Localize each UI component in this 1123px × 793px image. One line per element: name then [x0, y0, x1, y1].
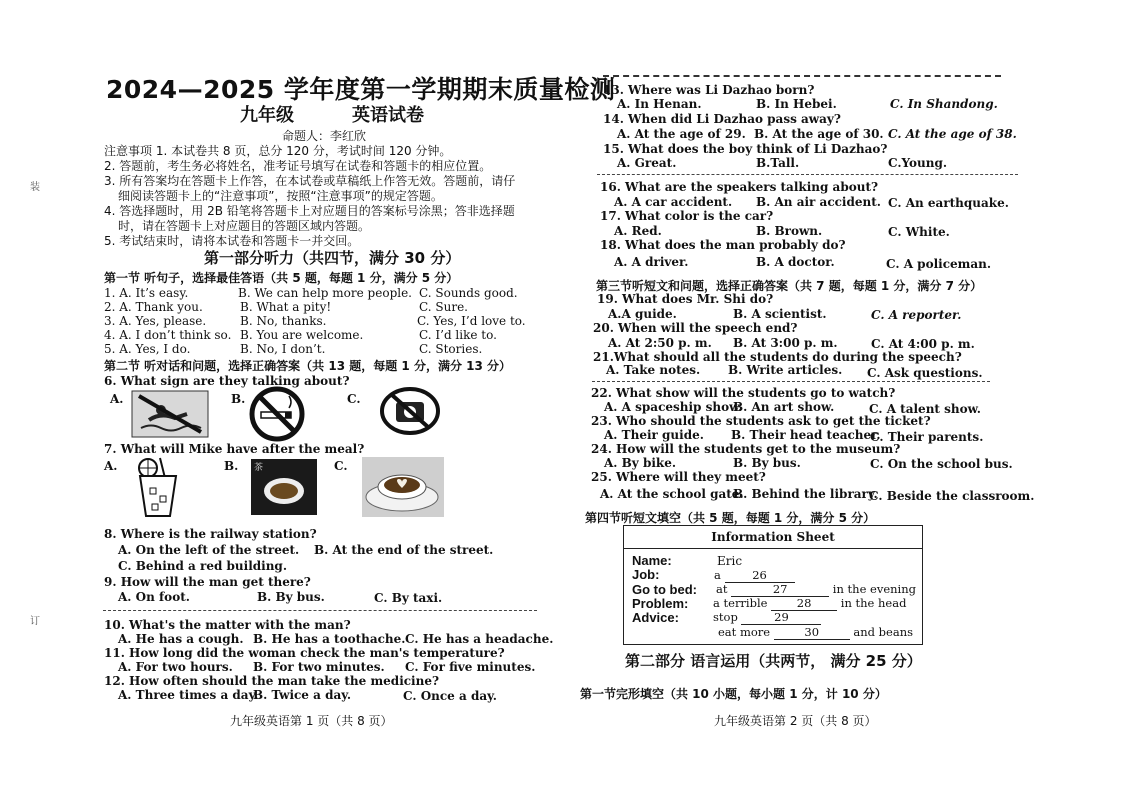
answer-blank-26[interactable]: 26 — [725, 568, 795, 583]
option-a: A. For two hours. — [118, 660, 233, 674]
note-line: 注意事项 1. 本试卷共 8 页，总分 120 分，考试时间 120 分钟。 — [104, 144, 452, 158]
question-9: 9. How will the man get there? — [104, 575, 311, 589]
no-photo-sign-icon — [380, 387, 440, 435]
option-b: B. By bus. — [733, 456, 801, 470]
question-10: 10. What's the matter with the man? — [104, 618, 351, 632]
info-label: Job: — [632, 567, 660, 582]
question-15: 15. What does the boy think of Li Dazhao? — [603, 142, 888, 156]
option-b: B. Write articles. — [728, 363, 843, 377]
option-b: B. An air accident. — [756, 195, 881, 209]
option-c: C. A talent show. — [869, 402, 981, 416]
option-a: A. He has a cough. — [118, 632, 244, 646]
section4-title: 第四节听短文填空（共 5 题，每题 1 分，满分 5 分） — [585, 511, 876, 525]
option-b: B. Their head teacher. — [731, 428, 881, 442]
option-a: A. By bike. — [604, 456, 677, 470]
option-a: A. A spaceship show. — [604, 400, 743, 414]
info-prefix: stop — [713, 610, 738, 624]
option-a: 5. A. Yes, I do. — [104, 342, 191, 356]
divider — [603, 75, 1001, 77]
option-b: B. A scientist. — [733, 307, 827, 321]
option-b: B.Tall. — [756, 156, 800, 170]
binding-mark: 订 — [30, 616, 40, 627]
option-c: C. He has a headache. — [405, 632, 554, 646]
option-c: C. Yes, I’d love to. — [417, 314, 526, 328]
info-suffix: in the evening — [832, 582, 916, 596]
option-c: C. On the school bus. — [870, 457, 1013, 471]
question-13: 13. Where was Li Dazhao born? — [603, 83, 815, 97]
info-row — [713, 596, 906, 611]
info-value: Eric — [717, 554, 743, 568]
option-b: B. Brown. — [756, 224, 823, 238]
info-prefix: a — [714, 568, 721, 582]
option-c: C. Once a day. — [403, 689, 497, 703]
option-a: A. At 2:50 p. m. — [608, 336, 712, 350]
info-row — [714, 568, 795, 583]
option-c: C. Beside the classroom. — [869, 489, 1035, 503]
option-b: B. We can help more people. — [238, 286, 412, 300]
option-a: A. Red. — [614, 224, 662, 238]
answer-blank-27[interactable]: 27 — [731, 582, 829, 597]
tea-character: 茶 — [254, 463, 264, 473]
option-c: C. Sounds good. — [419, 286, 518, 300]
info-label: Name: — [632, 553, 672, 568]
section3-title: 第三节听短文和问题，选择正确答案（共 7 题，每题 1 分，满分 7 分） — [596, 279, 983, 293]
option-c: C. At the age of 38. — [888, 127, 1017, 141]
note-line: 2. 答题前，考生务必将姓名，准考证号填写在试卷和答题卡的相应位置。 — [104, 159, 492, 173]
question-14: 14. When did Li Dazhao pass away? — [603, 112, 841, 126]
answer-blank-30[interactable]: 30 — [774, 625, 850, 640]
grade-label: 九年级 — [240, 105, 294, 126]
info-label: Problem: — [632, 596, 689, 611]
option-c: C.Young. — [888, 156, 948, 170]
question-7: 7. What will Mike have after the meal? — [104, 442, 365, 456]
option-label: B. — [224, 459, 239, 473]
answer-blank-29[interactable]: 29 — [741, 610, 821, 625]
option-b: B. He has a toothache. — [253, 632, 406, 646]
divider — [597, 174, 1018, 175]
info-suffix: and beans — [853, 625, 914, 639]
option-b: B. Twice a day. — [253, 688, 352, 702]
coffee-photo-icon — [362, 457, 444, 517]
info-sheet-title: Information Sheet — [624, 526, 922, 549]
binding-mark: 装 — [30, 182, 40, 193]
info-suffix: in the head — [840, 596, 907, 610]
option-b: B. You are welcome. — [240, 328, 364, 342]
option-b: B. A doctor. — [756, 255, 835, 269]
question-21: 21.What should all the students do during the speech? — [593, 350, 962, 364]
option-b: B. No, thanks. — [240, 314, 327, 328]
option-b: B. At the end of the street. — [314, 543, 494, 557]
info-label: Go to bed: — [632, 582, 697, 597]
option-b: B. By bus. — [257, 590, 325, 604]
option-a: A. At the school gate. — [600, 487, 744, 501]
option-b: B. An art show. — [733, 400, 835, 414]
option-a: A. Their guide. — [604, 428, 704, 442]
question-25: 25. Where will they meet? — [591, 470, 766, 484]
section1-title: 第一节 听句子，选择最佳答语（共 5 题，每题 1 分，满分 5 分） — [104, 271, 459, 285]
option-a: A. A car accident. — [614, 195, 733, 209]
option-a: A. At the age of 29. — [617, 127, 746, 141]
part2-title: 第二部分 语言运用（共两节， 满分 25 分） — [625, 652, 922, 670]
option-b: B. For two minutes. — [253, 660, 385, 674]
question-23: 23. Who should the students ask to get the ticket? — [591, 414, 931, 428]
option-a: A. Three times a day. — [118, 688, 259, 702]
option-c: C. In Shandong. — [890, 97, 998, 111]
divider — [592, 381, 990, 382]
question-8: 8. Where is the railway station? — [104, 527, 317, 541]
note-line: 4. 答选择题时，用 2B 铅笔将答题卡上对应题目的答案标号涂黑；答非选择题 — [104, 204, 515, 218]
option-a: A.A guide. — [608, 307, 677, 321]
exam-title: 2024—2025 学年度第一学期期末质量检测 — [106, 75, 616, 104]
option-b: B. No, I don’t. — [240, 342, 326, 356]
no-swimming-sign-icon — [131, 390, 209, 438]
question-16: 16. What are the speakers talking about? — [600, 180, 879, 194]
option-c: C. Stories. — [419, 342, 483, 356]
question-22: 22. What show will the students go to watch? — [591, 386, 896, 400]
info-prefix: eat more — [718, 625, 771, 639]
note-line: 细阅读答题卡上的“注意事项”，按照“注意事项”的规定答题。 — [118, 189, 443, 203]
option-c: C. I’d like to. — [419, 328, 497, 342]
question-20: 20. When will the speech end? — [593, 321, 798, 335]
option-a: 4. A. I don’t think so. — [104, 328, 232, 342]
option-a: A. A driver. — [614, 255, 689, 269]
option-c: C. Ask questions. — [867, 366, 983, 380]
info-row — [716, 582, 916, 597]
option-a: 2. A. Thank you. — [104, 300, 203, 314]
option-a: A. On foot. — [118, 590, 190, 604]
question-12: 12. How often should the man take the medicine? — [104, 674, 440, 688]
divider — [103, 610, 537, 611]
question-18: 18. What does the man probably do? — [600, 238, 846, 252]
option-c: C. Sure. — [419, 300, 468, 314]
option-b: B. Behind the library. — [733, 487, 878, 501]
note-line: 时，请在答题卡上对应题目的答题区域内答题。 — [118, 219, 371, 233]
option-a: A. Take notes. — [606, 363, 701, 377]
option-c: C. A reporter. — [871, 308, 962, 322]
option-a: 1. A. It’s easy. — [104, 286, 189, 300]
option-a: 3. A. Yes, please. — [104, 314, 207, 328]
info-label: Advice: — [632, 610, 679, 625]
option-c: C. Their parents. — [870, 430, 984, 444]
note-line: 3. 所有答案均在答题卡上作答，在本试卷或草稿纸上作答无效。答题前，请仔 — [104, 174, 516, 188]
information-sheet — [623, 525, 923, 645]
author-line: 命题人：李红欣 — [282, 129, 367, 143]
question-11: 11. How long did the woman check the man's temperature? — [104, 646, 505, 660]
info-row — [718, 625, 913, 640]
info-row — [713, 610, 821, 625]
option-c: C. A policeman. — [886, 257, 992, 271]
cloze-section-title: 第一节完形填空（共 10 小题，每小题 1 分，计 10 分） — [580, 687, 887, 701]
subject-label: 英语试卷 — [352, 105, 424, 126]
question-6: 6. What sign are they talking about? — [104, 374, 350, 388]
option-b: B. At the age of 30. — [754, 127, 884, 141]
option-a: A. Great. — [617, 156, 677, 170]
page-footer: 九年级英语第 1 页（共 8 页） — [230, 714, 393, 728]
option-c: C. Behind a red building. — [118, 559, 288, 573]
question-19: 19. What does Mr. Shi do? — [597, 292, 774, 306]
option-c: C. By taxi. — [374, 591, 443, 605]
option-b: B. What a pity! — [240, 300, 332, 314]
option-a: A. On the left of the street. — [118, 543, 300, 557]
answer-blank-28[interactable]: 28 — [771, 596, 837, 611]
juice-icon — [130, 456, 186, 518]
option-a: A. In Henan. — [617, 97, 702, 111]
option-label: A. — [110, 392, 124, 406]
no-smoking-sign-icon — [249, 386, 305, 442]
option-label: C. — [347, 392, 361, 406]
option-c: C. White. — [888, 225, 950, 239]
question-17: 17. What color is the car? — [600, 209, 774, 223]
page-footer: 九年级英语第 2 页（共 8 页） — [714, 714, 877, 728]
option-c: C. At 4:00 p. m. — [871, 337, 975, 351]
part1-title: 第一部分听力（共四节，满分 30 分） — [204, 249, 461, 267]
note-line: 5. 考试结束时，请将本试卷和答题卡一并交回。 — [104, 234, 360, 248]
question-24: 24. How will the students get to the museum? — [591, 442, 901, 456]
info-prefix: a terrible — [713, 596, 768, 610]
option-c: C. An earthquake. — [888, 196, 1009, 210]
section2-title: 第二节 听对话和问题，选择正确答案（共 13 题，每题 1 分，满分 13 分） — [104, 359, 511, 373]
option-label: A. — [104, 459, 118, 473]
option-b: B. In Hebei. — [756, 97, 837, 111]
option-label: C. — [334, 459, 348, 473]
option-b: B. At 3:00 p. m. — [733, 336, 838, 350]
tea-photo — [251, 459, 317, 515]
info-prefix: at — [716, 582, 728, 596]
option-c: C. For five minutes. — [405, 660, 536, 674]
option-label: B. — [231, 392, 246, 406]
